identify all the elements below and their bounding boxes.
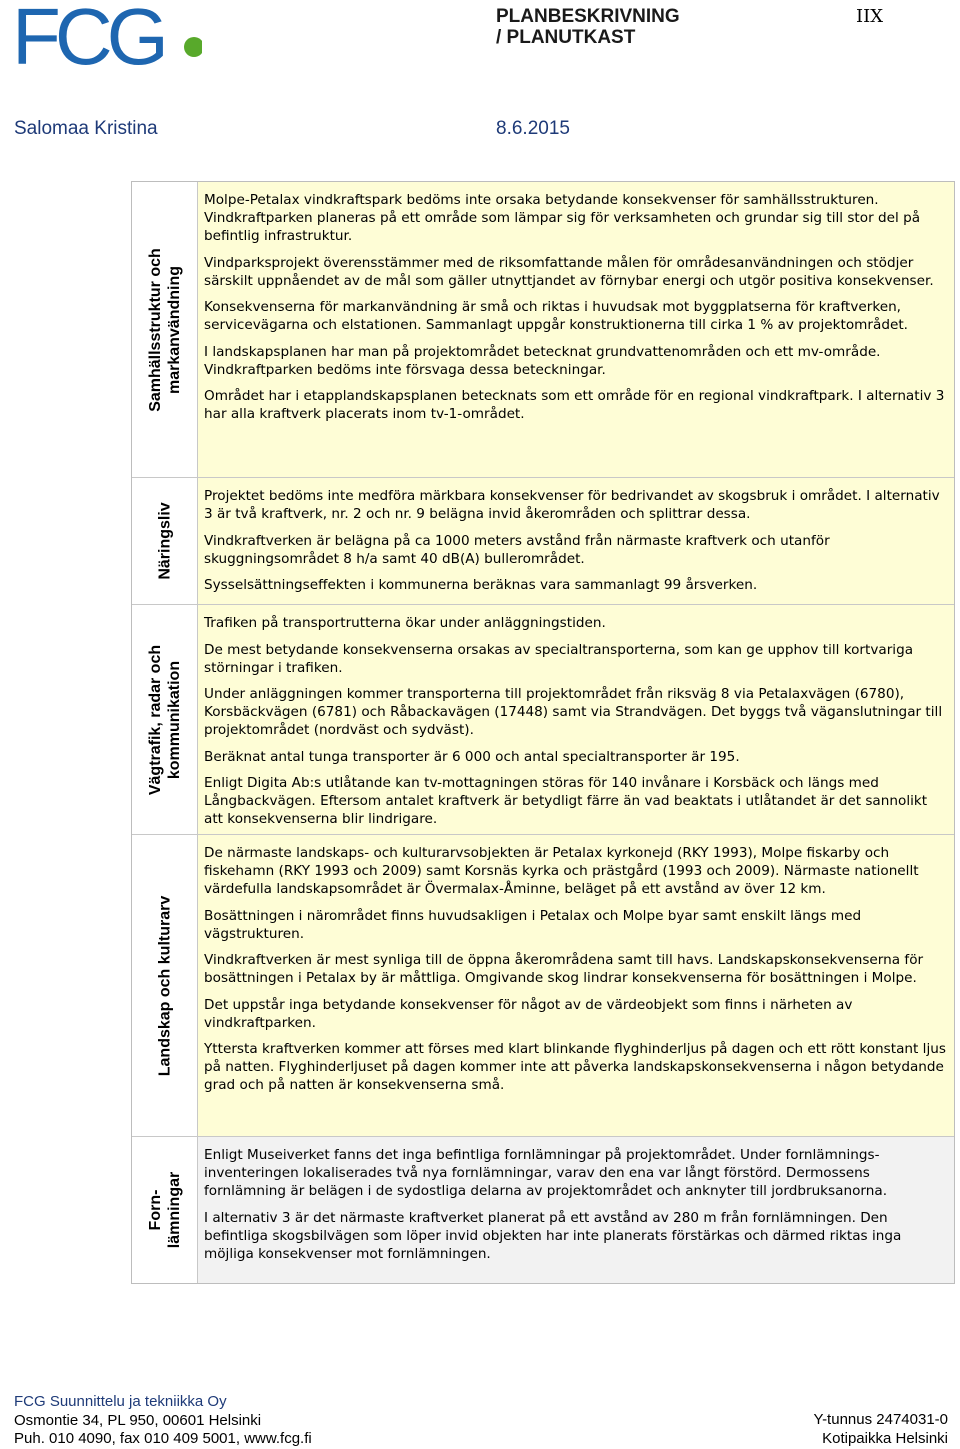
row-label-line: Landskap och kulturarv [156,895,173,1076]
footer-address: Osmontie 34, PL 950, 00601 Helsinki [14,1411,262,1429]
paragraph: Projektet bedöms inte medföra märkbara konsekvenser för bedrivandet av skogsbruk i området. I alternativ 3 är två kraftverk, nr. 2 och nr. 9 belägna invid åkerområden och splittrar dessa. [204,488,940,522]
row-label [132,182,198,477]
row-label-line: lämningar [165,1171,183,1249]
row-label-line: Samhällsstruktur och [146,247,164,412]
row-label [132,478,198,604]
row-label [132,1137,198,1283]
table-row [132,478,954,605]
row-label-line: kommunikation [165,660,183,779]
footer-right [813,1411,948,1448]
paragraph: Molpe-Petalax vindkraftspark bedöms inte orsaka betydande konsekvenser för samhällsstrukturen. Vindkraftparken planeras på ett område som lämpar sig för verksamheten och grundar sig till stor del på befintlig infrastruktur. [204,192,921,244]
footer-company: FCG Suunnittelu ja tekniikka Oy [14,1393,227,1410]
paragraph: Yttersta kraftverken kommer att förses med klart blinkande flyghinderljus på dagen och ett rött konstant ljus på natten. Flyghinderljuset på dagen kommer inte att påverka landskapskonsekvenserna i någon betydande grad och på natten är konsekvenserna små. [204,1041,946,1093]
paragraph: Vindparksprojekt överensstämmer med de riksomfattande målen för områdesanvändningen och stödjer särskilt uppnåendet av de mål som gäller utnyttjandet av förnybar energi och utgör positiva konsekvenser. [204,254,934,289]
document-title-line-2: / PLANUTKAST [496,27,636,48]
author: Salomaa Kristina [14,118,158,139]
paragraph: Enligt Museiverket fanns det inga befintliga fornlämningar på projektområdet. Under fornlämnings-inventeringen lokaliserades två nya fornlämningar, varav den ena var långt förstörd. Dermossens fornlämning är belägen i de sydostliga delarna av projektområdet och anknyter till jordbruksanorna. [204,1147,888,1199]
table-row [132,182,954,478]
table-row [132,605,954,835]
impact-table [131,181,955,1284]
paragraph: Vindkraftverken är belägna på ca 1000 meters avstånd från närmaste kraftverk och utanför skuggningsområdet 8 h/a samt 40 dB(A) bullerområdet. [204,532,830,567]
paragraph: Bosättningen i närområdet finns huvudsakligen i Petalax och Molpe byar samt enskilt längs med vägstrukturen. [204,907,862,942]
paragraph: Trafiken på transportrutterna ökar under anläggningstiden. [204,615,606,631]
row-label [132,835,198,1136]
row-label [132,605,198,834]
footer-domicile: Kotipaikka Helsinki [822,1429,948,1447]
fcg-logo [12,4,202,68]
logo-dot [184,37,202,57]
paragraph: Vindkraftverken är mest synliga till de öppna åkerområdena samt till havs. Landskapskonsekvenserna för bosättningen i Petalax by är måttliga. Omgivande skog lindrar konsekvenserna för bosättningen i Molpe. [204,952,924,986]
row-content [198,605,954,834]
row-label-line: markanvändning [165,265,183,394]
footer-left [14,1393,312,1449]
row-content [198,182,954,477]
paragraph: Konsekvenserna för markanvändning är små och riktas i huvudsak mot byggplatserna för kraftverken, servicevägarna och elstationen. Sammanlagt uppgår konstruktionerna till cirka 1 % av projektområdet. [204,299,908,333]
paragraph: Det uppstår inga betydande konsekvenser för något av de värdeobjekt som finns i närheten av vindkraftparken. [204,996,853,1031]
paragraph: De mest betydande konsekvenserna orsakas av specialtransporterna, som kan ge upphov till kortvariga störningar i trafiken. [204,641,914,676]
paragraph: Sysselsättningseffekten i kommunerna beräknas vara sammanlagt 99 årsverken. [204,577,758,593]
logo-text: FCG [12,4,163,68]
row-content [198,1137,954,1283]
paragraph: I landskapsplanen har man på projektområdet betecknat grundvattenområden och ett mv-område. Vindkraftparken bedöms inte försvaga dessa beteckningar. [204,343,881,378]
page-number: IIX [856,6,884,27]
row-label-line: Vägtrafik, radar och [146,644,164,795]
row-content [198,478,954,604]
paragraph: I alternativ 3 är det närmaste kraftverket planerat på ett avstånd av 280 m från fornlämningen. Den befintliga skogsbilvägen som löper invid objekten har inte planerats förstärkas och därmed riktas inga möjliga konsekvenser mot fornlämningen. [204,1209,902,1262]
paragraph: Området har i etapplandskapsplanen betecknats som ett område för en regional vindkraftpark. I alternativ 3 har alla kraftverk placerats inom tv-1-området. [204,388,945,422]
table-row [132,1137,954,1283]
paragraph: De närmaste landskaps- och kulturarvsobjekten är Petalax kyrkonejd (RKY 1993), Molpe fiskarby och fiskehamn (RKY 1993 och 2009) samt Korsnäs kyrka och prästgård (1993 och 2009). Närmaste nationellt värdefulla landskapsområdet är Övermalax-Åminne, beläget på ett avstånd av över 12 km. [204,845,919,897]
paragraph: Enligt Digita Ab:s utlåtande kan tv-mottagningen störas för 140 invånare i Korsbäck och längs med Långbackvägen. Eftersom antalet kraftverk är betydligt färre än vad beaktats i utlåtandet är det sannolikt att konsekvenserna blir lindrigare. [204,775,928,827]
document-title-line-1: PLANBESKRIVNING [496,6,680,27]
row-label-line: Näringsliv [156,502,173,580]
table-row [132,835,954,1137]
paragraph: Beräknat antal tunga transporter är 6 000 och antal specialtransporter är 195. [204,748,740,765]
date: 8.6.2015 [496,118,570,139]
document-title [496,6,680,48]
row-content [198,835,954,1136]
footer-business-id: Y-tunnus 2474031-0 [813,1411,948,1428]
row-label-line: Forn- [146,1189,164,1231]
paragraph: Under anläggningen kommer transporterna till projektområdet från riksväg 8 via Petalaxvägen (6780), Korsbäckvägen (6781) och Råbackavägen (17448) samt via Strandvägen. Det byggs två väganslutningar till projektområdet (nordväst och sydväst). [204,686,943,738]
footer-phone: Puh. 010 4090, fax 010 409 5001, www.fcg.fi [14,1430,312,1447]
